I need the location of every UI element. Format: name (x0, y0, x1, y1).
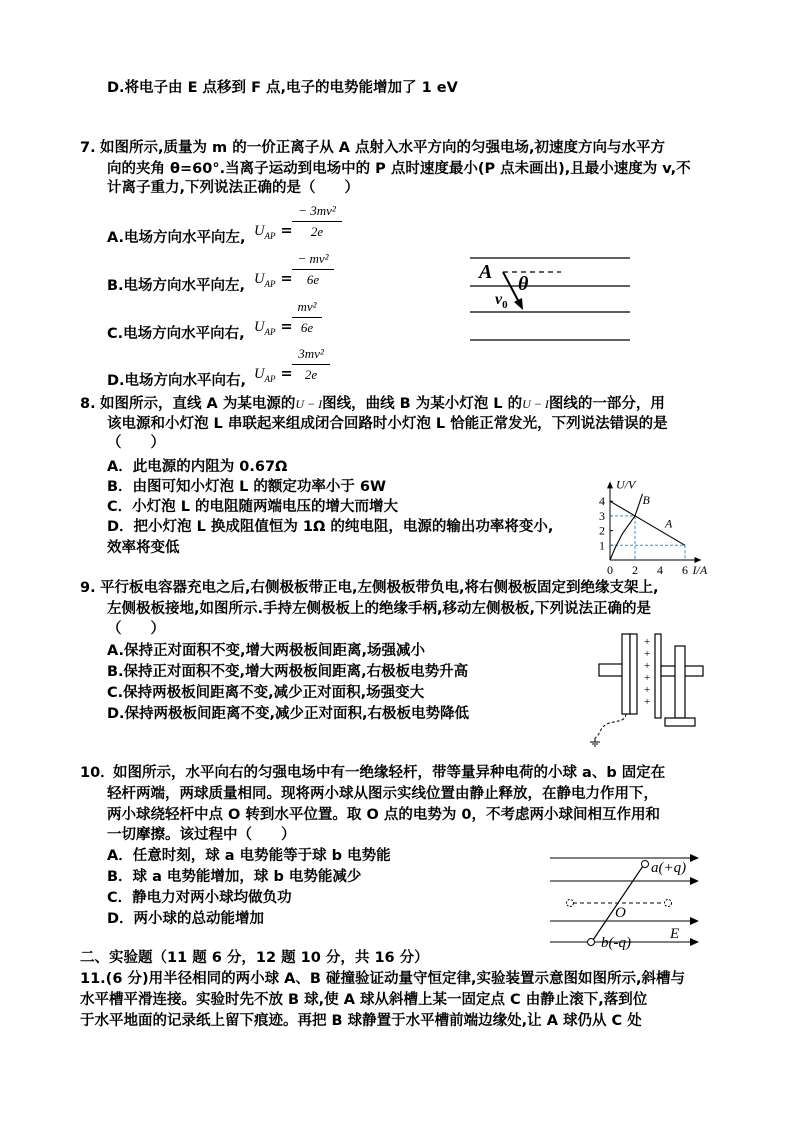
right-plate (655, 634, 661, 718)
q7-option-d-denominator: 2e (304, 367, 318, 382)
q7-option-d-fraction-bar (292, 364, 330, 365)
ball-a (642, 861, 649, 868)
q8-stem-line2: 该电源和小灯泡 L 串联起来组成闭合回路时小灯泡 L 恰能正常发光，下列说法错误的是 (107, 416, 668, 432)
series-line-a (610, 501, 685, 545)
q9-number: 9. (80, 580, 96, 596)
svg-text:+: + (644, 696, 651, 708)
q7-option-c-numerator: mv² (297, 299, 317, 314)
q10-stem-line4: 一切摩擦。该过程中（ ） (107, 827, 296, 843)
q10-number: 10． (80, 765, 115, 781)
field-e-label: E (670, 926, 680, 942)
q7-number: 7. (80, 140, 96, 156)
q7-stem-line3: 计离子重力,下列说法正确的是（ ） (107, 180, 360, 196)
q11-stem-line3: 于水平地面的记录纸上留下痕迹。再把 B 球静置于水平槽前端边缘处,让 A 球仍从 C 处 (80, 1013, 642, 1029)
insulating-rod (593, 866, 643, 940)
svg-text:+: + (644, 660, 651, 672)
ball-b-label: b(-q) (601, 935, 631, 950)
series-a-label: A (665, 516, 673, 531)
velocity-arrow-head-icon (514, 298, 523, 310)
q10-stem-line3: 两小球绕轻杆中点 O 转到水平位置。取 O 点的电势为 0，不考虑两小球间相互作用和 (107, 807, 660, 823)
ball-a-label: a(+q) (651, 860, 687, 876)
q7-option-d-label: D.电场方向水平向右, (107, 373, 247, 389)
q10-rod-figure (545, 850, 705, 950)
svg-text:+: + (644, 636, 651, 648)
q11-stem-line2: 水平槽平滑连接。实验时先不放 B 球,使 A 球从斜槽上某一固定点 C 由静止滚下,落到位 (80, 992, 648, 1008)
q9-option-a: A.保持正对面积不变,增大两极板间距离,场强减小 (107, 643, 426, 659)
point-a-label: A (479, 261, 493, 283)
left-plate (622, 634, 630, 714)
y-tick-1: 1 (599, 538, 605, 553)
q7-option-a-uap: $U_{AP}$ = (254, 223, 293, 241)
y-tick-4: 4 (599, 494, 605, 509)
q7-option-a-fraction-bar (292, 221, 342, 222)
q9-option-c: C.保持两极板间距离不变,减少正对面积,场强变大 (107, 685, 425, 701)
q9-stem-line3: （ ） (107, 621, 165, 637)
q7-option-b-numerator: − mv² (297, 251, 329, 266)
q7-option-d-numerator: 3mv² (298, 346, 324, 361)
dashed-ball-right (665, 900, 672, 907)
support-base (665, 718, 695, 726)
x-tick-2: 2 (632, 563, 638, 575)
plus-charges (644, 636, 650, 708)
q7-option-c-uap: $U_{AP}$ = (254, 319, 293, 337)
q8-option-a: A．此电源的内阻为 0.67Ω (107, 459, 288, 475)
theta-label: θ (518, 273, 529, 295)
ground-wire (595, 714, 626, 738)
graph-x-label: I/A (692, 563, 708, 575)
q7-field-figure (465, 250, 635, 345)
y-axis-arrow-icon (607, 481, 613, 488)
ball-b (588, 939, 595, 946)
q7-option-b-uap: $U_{AP}$ = (254, 271, 293, 289)
q10-stem-line1: 如图所示，水平向右的匀强电场中有一绝缘轻杆，带等量异种电荷的小球 a、b 固定在 (113, 765, 666, 781)
x-tick-4: 4 (657, 563, 663, 575)
q9-capacitor-figure (585, 628, 715, 750)
q9-stem-line1: 平行板电容器充电之后,右侧极板带正电,左侧极板带负电,将右侧极板固定到绝缘支架上, (100, 580, 659, 596)
svg-text:+: + (644, 648, 651, 660)
x-tick-6: 6 (682, 563, 688, 575)
graph-dashed-guides (610, 516, 685, 560)
q8-option-d-cont: 效率将变低 (107, 540, 180, 556)
q10-option-a: A．任意时刻，球 a 电势能等于球 b 电势能 (107, 848, 391, 864)
q6-option-d: D.将电子由 E 点移到 F 点,电子的电势能增加了 1 eV (107, 80, 458, 96)
q9-option-d: D.保持两极板间距离不变,减少正对面积,右极板电势降低 (107, 706, 470, 722)
q8-ui-2: U − I (522, 397, 549, 411)
y-tick-2: 2 (599, 523, 605, 538)
series-b-label: B (642, 493, 650, 508)
q8-option-c: C．小灯泡 L 的电阻随两端电压的增大而增大 (107, 499, 398, 515)
q8-option-d: D．把小灯泡 L 换成阻值恒为 1Ω 的纯电阻，电源的输出功率将变小, (107, 519, 554, 535)
q10-option-b: B．球 a 电势能增加，球 b 电势能减少 (107, 869, 362, 885)
q10-option-d: D．两小球的总动能增加 (107, 911, 265, 927)
q7-option-c-label: C.电场方向水平向右, (107, 326, 245, 342)
q7-stem-line1: 如图所示,质量为 m 的一价正离子从 A 点射入水平方向的匀强电场,初速度方向与水平方 (100, 140, 666, 156)
q8-ui-1: U − I (295, 397, 323, 411)
q8-number: 8. (80, 396, 96, 412)
left-plate-outer (630, 634, 637, 714)
dashed-ball-left (567, 900, 574, 907)
graph-y-label: U/V (616, 477, 636, 492)
section-2-title: 二、实验题（11 题 6 分，12 题 10 分，共 16 分） (80, 950, 429, 966)
q7-option-c-fraction-bar (292, 317, 322, 318)
q10-stem-line2: 轻杆两端，两球质量相同。现将两小球从图示实线位置由静止释放，在静电力作用下， (107, 786, 658, 802)
q9-stem-line2: 左侧极板接地,如图所示.手持左侧极板上的绝缘手柄,移动左侧极板,下列说法正确的是 (107, 601, 652, 617)
q7-stem-line2: 向的夹角 θ=60°.当离子运动到电场中的 P 点时速度最小(P 点未画出),且最小速度为 v,不 (107, 161, 691, 177)
q7-option-b-fraction-bar (292, 269, 334, 270)
field-arrow-icons (690, 854, 699, 946)
svg-text:+: + (644, 684, 651, 696)
q8-option-b: B．由图可知小灯泡 L 的额定功率小于 6W (107, 479, 387, 495)
q10-option-c: C．静电力对两小球均做负功 (107, 890, 292, 906)
graph-y-ticks (599, 494, 613, 552)
q7-option-a-numerator: − 3mv² (298, 203, 336, 218)
v0-label: $v_0$ (495, 291, 508, 311)
x-tick-0: 0 (607, 563, 613, 575)
q7-option-a-denominator: 2e (310, 224, 324, 239)
q8-ui-graph (592, 445, 732, 575)
q7-option-b-label: B.电场方向水平向左, (107, 278, 246, 294)
q9-option-b: B.保持正对面积不变,增大两极板间距离,右极板电势升高 (107, 664, 469, 680)
q11-stem-line1: 11.(6 分)用半径相同的两小球 A、B 碰撞验证动量守恒定律,实验装置示意图如图所示,斜槽与 (80, 971, 685, 987)
point-o-label: O (615, 905, 626, 921)
svg-text:+: + (644, 672, 651, 684)
q7-option-a-label: A.电场方向水平向左, (107, 230, 246, 246)
y-tick-3: 3 (599, 508, 605, 523)
q8-stem-line1: 如图所示，直线 A 为某电源的U − I图线，曲线 B 为某小灯泡 L 的U − I图线的一部分，用 (100, 396, 665, 412)
q7-option-b-denominator: 6e (306, 272, 320, 287)
q7-option-c-denominator: 6e (300, 320, 314, 335)
support-post (675, 646, 685, 718)
q8-stem-line3: （ ） (107, 435, 165, 451)
graph-x-ticks (607, 563, 688, 575)
q7-option-d-uap: $U_{AP}$ = (254, 366, 293, 384)
